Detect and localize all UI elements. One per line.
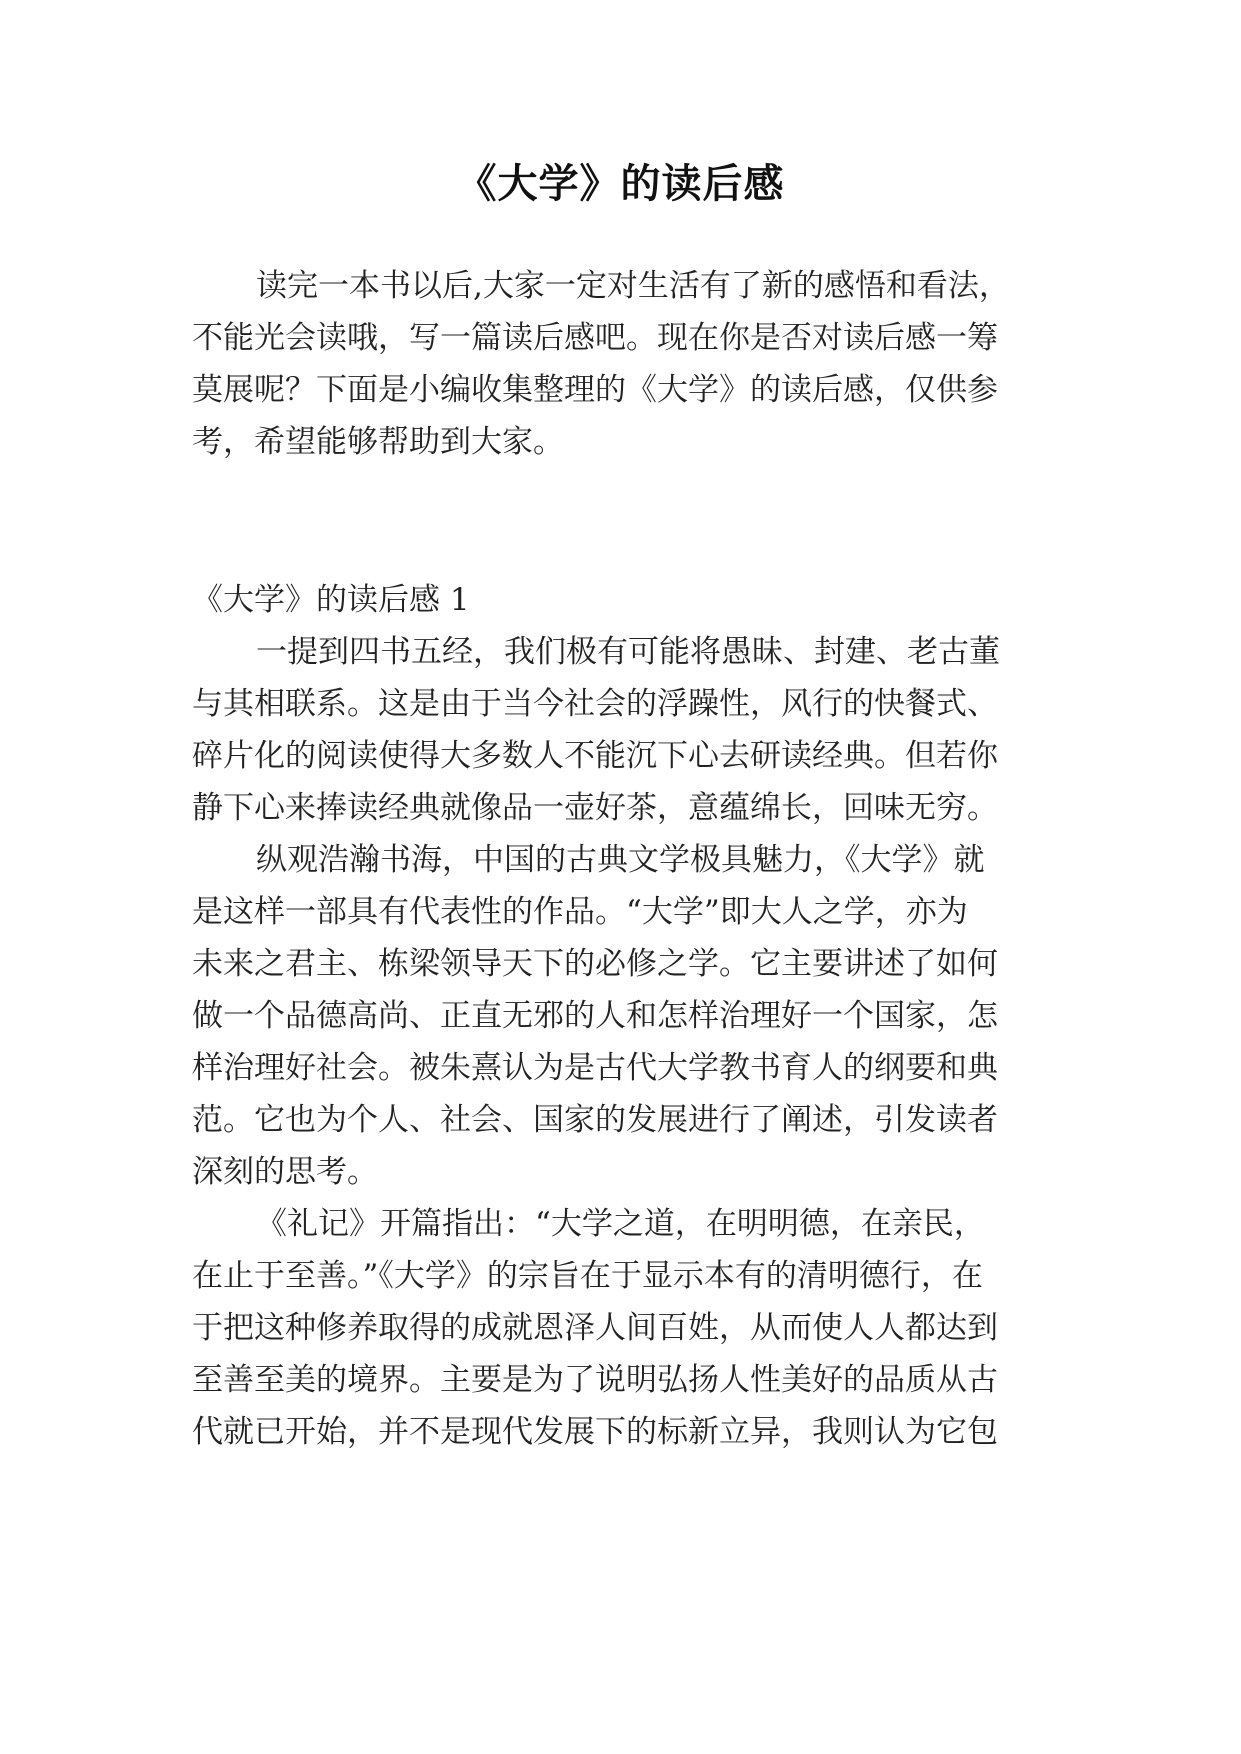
paragraph1-line-2: 与其相联系。这是由于当今社会的浮躁性，风行的快餐式、 (192, 686, 998, 722)
paragraph2-line-4: 做一个品德高尚、正直无邪的人和怎样治理好一个国家，怎 (192, 998, 998, 1034)
paragraph2-line-6: 范。它也为个人、社会、国家的发展进行了阐述，引发读者 (192, 1102, 998, 1138)
paragraph2-line-2: 是这样一部具有代表性的作品。“大学”即大人之学，亦为 (192, 894, 968, 930)
paragraph1-line-1: 一提到四书五经，我们极有可能将愚昧、封建、老古董 (256, 634, 1000, 670)
paragraph3-line-5: 代就已开始，并不是现代发展下的标新立异，我则认为它包 (192, 1414, 998, 1450)
paragraph3-line-1: 《礼记》开篇指出：“大学之道，在明明德，在亲民， (256, 1206, 985, 1242)
paragraph3-line-3: 于把这种修养取得的成就恩泽人间百姓，从而使人人都达到 (192, 1310, 998, 1346)
intro-line-3: 莫展呢？下面是小编收集整理的《大学》的读后感，仅供参 (192, 372, 998, 408)
document-title: 《大学》的读后感 (456, 161, 785, 207)
paragraph3-line-2: 在止于至善。”《大学》的宗旨在于显示本有的清明德行，在 (192, 1258, 983, 1294)
paragraph2-line-1: 纵观浩瀚书海，中国的古典文学极具魅力，《大学》就 (256, 842, 985, 878)
paragraph2-line-5: 样治理好社会。被朱熹认为是古代大学教书育人的纲要和典 (192, 1050, 998, 1086)
intro-line-2: 不能光会读哦，写一篇读后感吧。现在你是否对读后感一筹 (192, 320, 998, 356)
paragraph1-line-3: 碎片化的阅读使得大多数人不能沉下心去研读经典。但若你 (192, 738, 998, 774)
intro-line-1: 读完一本书以后,大家一定对生活有了新的感悟和看法， (256, 268, 1010, 304)
paragraph2-line-3: 未来之君主、栋梁领导天下的必修之学。它主要讲述了如何 (192, 946, 998, 982)
intro-line-4: 考，希望能够帮助到大家。 (192, 424, 564, 460)
paragraph2-line-7: 深刻的思考。 (192, 1154, 378, 1190)
paragraph1-line-4: 静下心来捧读经典就像品一壶好茶，意蕴绵长，回味无穷。 (192, 790, 998, 826)
section-heading: 《大学》的读后感 1 (192, 582, 470, 618)
paragraph3-line-4: 至善至美的境界。主要是为了说明弘扬人性美好的品质从古 (192, 1362, 998, 1398)
